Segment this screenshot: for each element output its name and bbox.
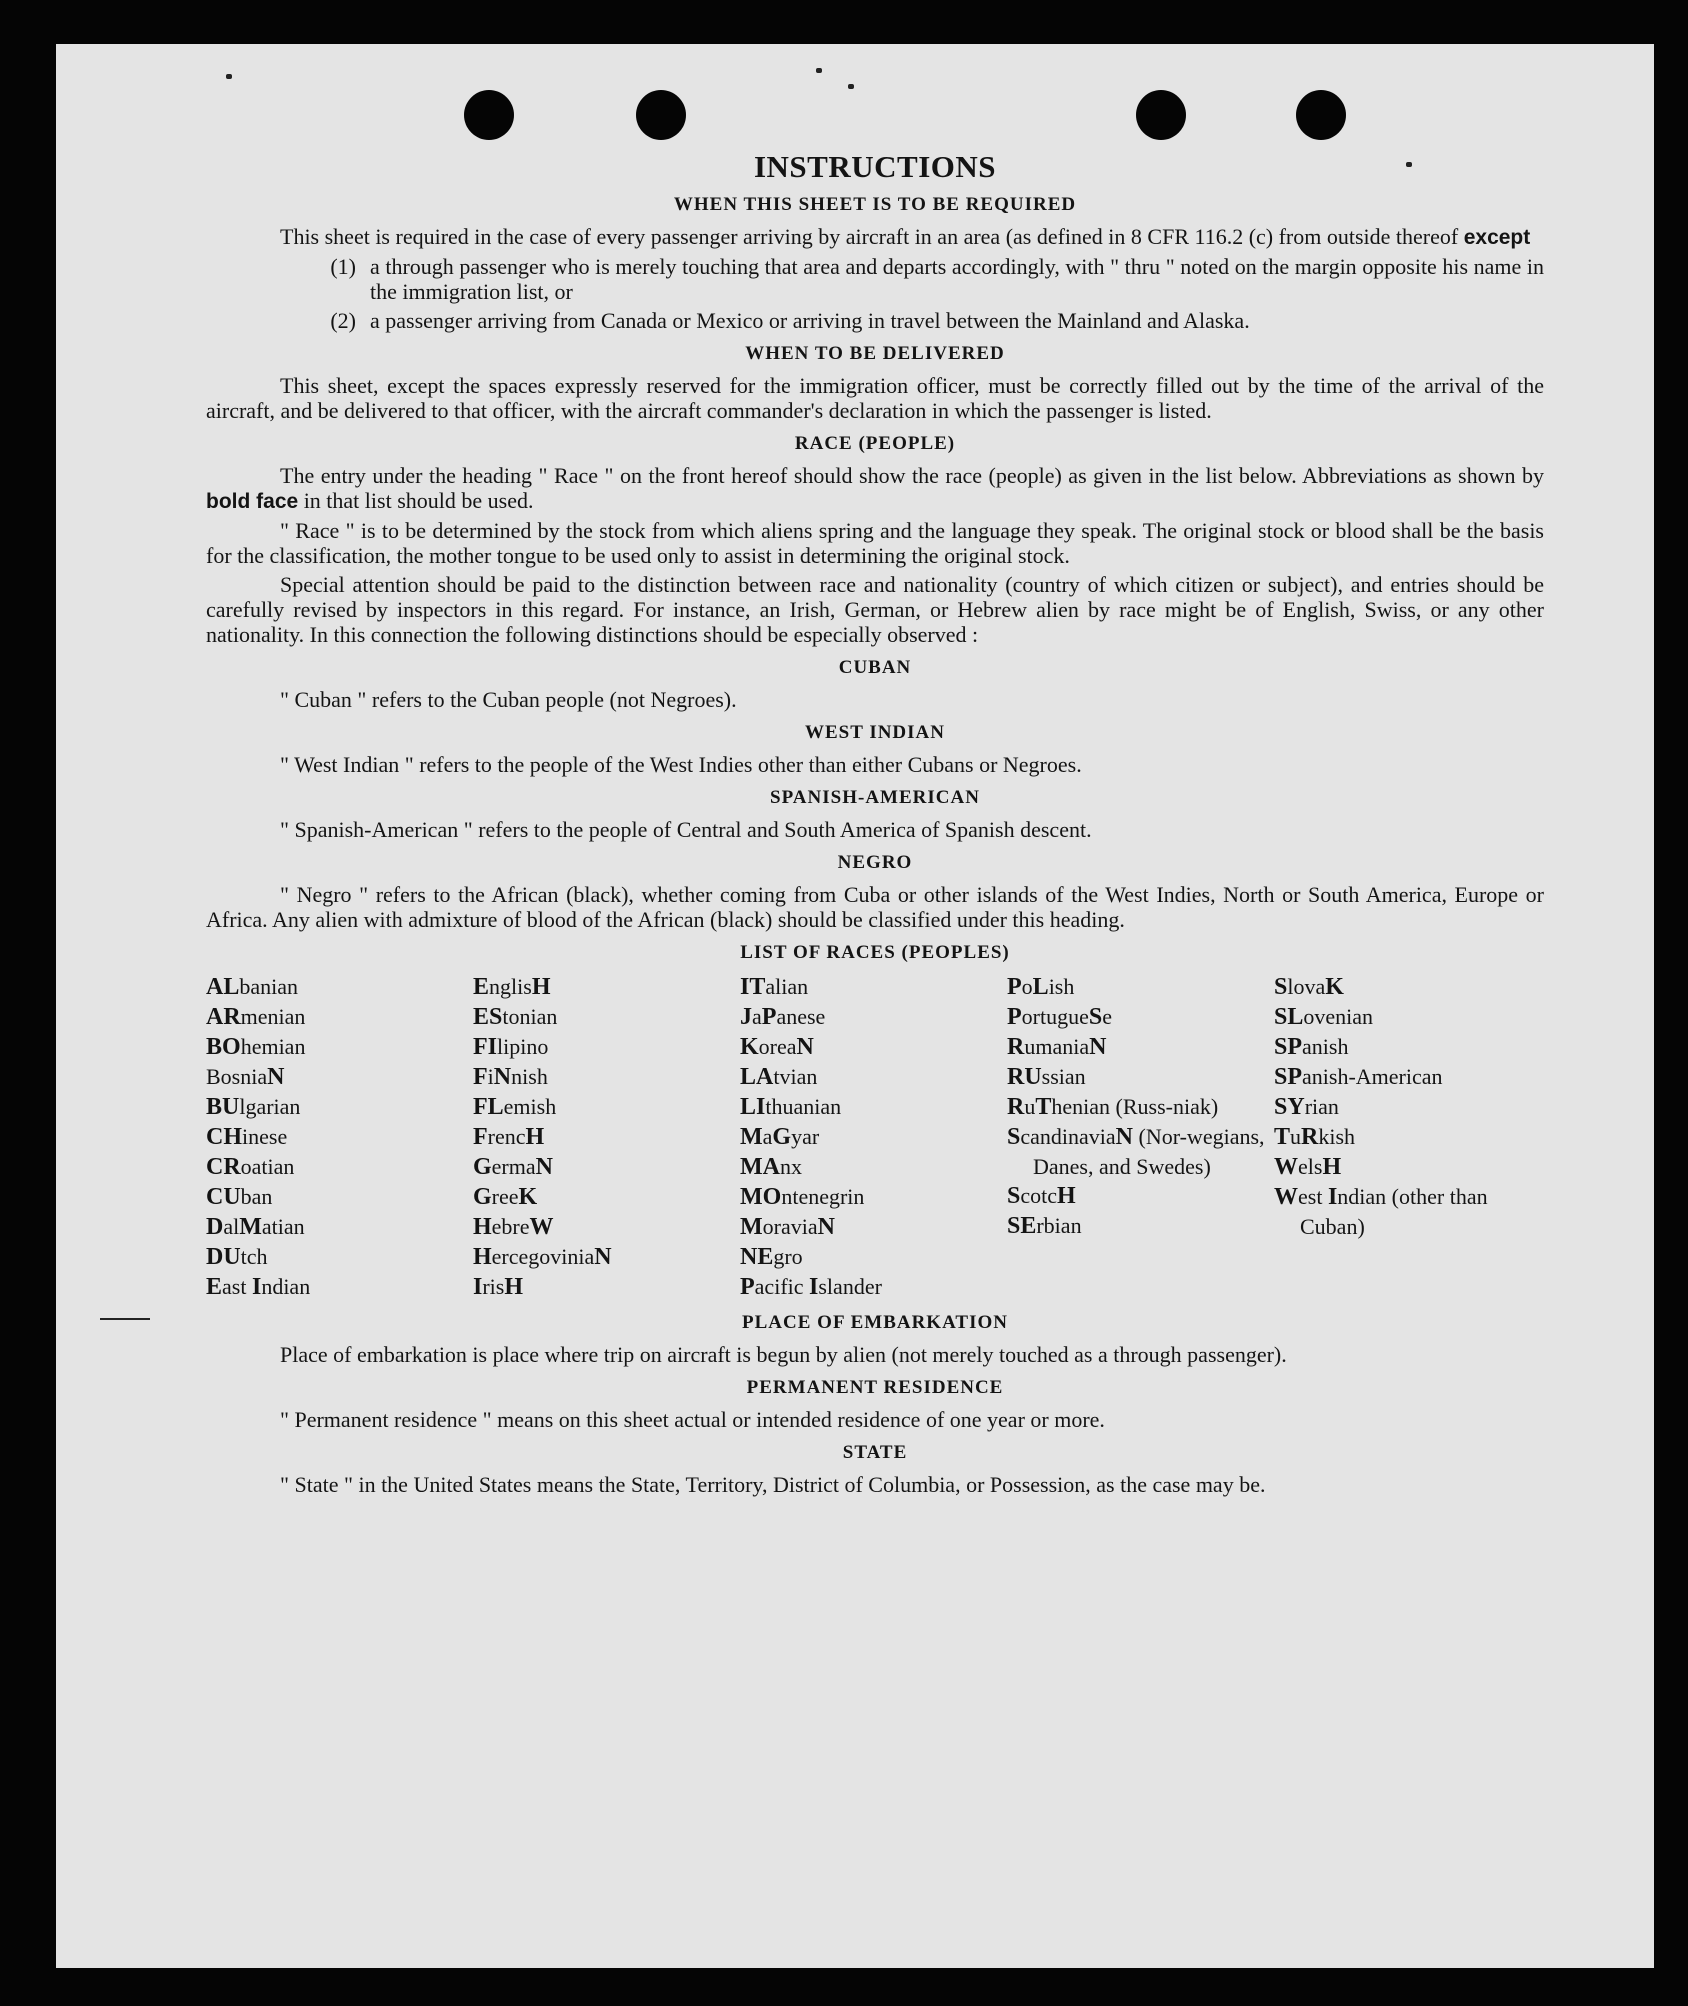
race-entry: EnglisH	[473, 974, 551, 1000]
punch-hole	[464, 90, 514, 140]
race-entry: DalMatian	[206, 1214, 305, 1240]
races-list	[206, 972, 1544, 1302]
race-entry: RUssian	[1007, 1064, 1086, 1090]
paragraph: " Spanish-American " refers to the people of Central and South America of Spanish descent.	[280, 817, 1092, 842]
race-entry: TuRkish	[1274, 1124, 1356, 1150]
margin-dash	[100, 1318, 150, 1320]
race-entry: FLemish	[473, 1094, 557, 1120]
section-heading: LIST OF RACES (PEOPLES)	[740, 942, 1010, 963]
section-heading: NEGRO	[837, 852, 913, 873]
race-entry: LAtvian	[740, 1064, 818, 1090]
race-entry: HercegoviniaN	[473, 1244, 612, 1270]
paragraph: " Permanent residence " means on this sheet actual or intended residence of one year or more.	[280, 1407, 1105, 1432]
race-entry: SlovaK	[1274, 974, 1344, 1000]
race-entry: MaGyar	[740, 1124, 820, 1150]
race-entry: ScandinaviaN (Nor-wegians, Danes, and Swedes)	[1007, 1124, 1265, 1179]
race-entry: SPanish-American	[1274, 1064, 1443, 1090]
section-heading: PERMANENT RESIDENCE	[746, 1377, 1004, 1398]
race-entry: SYrian	[1274, 1094, 1339, 1120]
race-entry: GreeK	[473, 1184, 538, 1210]
race-entry: SErbian	[1007, 1213, 1082, 1239]
race-entry: ScotcH	[1007, 1183, 1076, 1209]
race-entry: MoraviaN	[740, 1214, 835, 1240]
paragraph: The entry under the heading " Race " on the front hereof should show the race (people) as given in the list below. Abbreviations as shown by bold face in that list should be used.	[206, 463, 1544, 513]
race-entry: PoLish	[1007, 974, 1075, 1000]
race-entry: FIlipino	[473, 1034, 549, 1060]
paragraph: " West Indian " refers to the people of the West Indies other than either Cubans or Negroes.	[280, 752, 1082, 777]
section-heading: PLACE OF EMBARKATION	[742, 1312, 1008, 1333]
race-entry: ARmenian	[206, 1004, 306, 1030]
punch-hole	[1296, 90, 1346, 140]
paragraph: Special attention should be paid to the distinction between race and nationality (country of which citizen or subject), and entries should be carefully revised by inspectors in this regard. For instance, an Irish, German, or Hebrew alien by race might be of English, Swiss, or any other nationality. In this connection the following distinctions should be especially observed :	[206, 572, 1544, 647]
race-entry: ALbanian	[206, 974, 298, 1000]
section-heading: CUBAN	[838, 657, 912, 678]
speck	[226, 74, 232, 79]
race-entry: JaPanese	[740, 1004, 826, 1030]
paragraph: This sheet, except the spaces expressly reserved for the immigration officer, must be correctly filled out by the time of the arrival of the aircraft, and be delivered to that officer, with the aircraft commander's declaration in which the passenger is listed.	[206, 373, 1544, 423]
paragraph: " Race " is to be determined by the stock from which aliens spring and the language they speak. The original stock or blood shall be the basis for the classification, the mother tongue to be used only to assist in determining the original stock.	[206, 518, 1544, 568]
race-column	[740, 972, 1007, 1302]
section-heading: WHEN THIS SHEET IS TO BE REQUIRED	[673, 194, 1077, 215]
race-entry: MAnx	[740, 1154, 802, 1180]
race-entry: HebreW	[473, 1214, 554, 1240]
race-entry: Pacific Islander	[740, 1274, 882, 1300]
race-entry: GermaN	[473, 1154, 553, 1180]
race-entry: IrisH	[473, 1274, 524, 1300]
race-entry: RuThenian (Russ-niak)	[1007, 1094, 1219, 1120]
race-entry: PortugueSe	[1007, 1004, 1112, 1030]
paragraph: " Negro " refers to the African (black), whether coming from Cuba or other islands of the West Indies, North or South America, Europe or Africa. Any alien with admixture of blood of the African (black) should be classified under this heading.	[206, 882, 1544, 932]
race-entry: NEgro	[740, 1244, 803, 1270]
instructions-content	[206, 150, 1544, 1501]
race-entry: FiNnish	[473, 1064, 548, 1090]
section-heading: STATE	[842, 1442, 908, 1463]
race-entry: LIthuanian	[740, 1094, 842, 1120]
race-entry: CUban	[206, 1184, 273, 1210]
race-entry: CHinese	[206, 1124, 288, 1150]
race-entry: KoreaN	[740, 1034, 814, 1060]
race-entry: BOhemian	[206, 1034, 306, 1060]
race-column	[473, 972, 740, 1302]
race-entry: WelsH	[1274, 1154, 1342, 1180]
speck	[848, 84, 854, 89]
paragraph: Place of embarkation is place where trip on aircraft is begun by alien (not merely touched as a through passenger).	[280, 1342, 1287, 1367]
race-column	[1007, 972, 1274, 1302]
section-heading: WEST INDIAN	[805, 722, 945, 743]
paragraph: This sheet is required in the case of every passenger arriving by aircraft in an area (as defined in 8 CFR 116.2 (c) from outside thereof except	[280, 224, 1531, 249]
race-entry: BosniaN	[206, 1064, 285, 1090]
speck	[816, 68, 822, 73]
list-item: (1) a through passenger who is merely touching that area and departs accordingly, with " thru " noted on the margin opposite his name in the immigration list, or	[330, 254, 1544, 304]
section-heading: SPANISH-AMERICAN	[770, 787, 980, 808]
paragraph: " State " in the United States means the State, Territory, District of Columbia, or Possession, as the case may be.	[280, 1472, 1266, 1497]
punch-hole	[636, 90, 686, 140]
race-entry: East Indian	[206, 1274, 311, 1300]
race-entry: SLovenian	[1274, 1004, 1374, 1030]
race-entry: SPanish	[1274, 1034, 1349, 1060]
page-title: INSTRUCTIONS	[753, 149, 996, 184]
race-entry: RumaniaN	[1007, 1034, 1107, 1060]
race-entry: FrencH	[473, 1124, 545, 1150]
race-entry: CRoatian	[206, 1154, 295, 1180]
list-item: (2) a passenger arriving from Canada or Mexico or arriving in travel between the Mainland and Alaska.	[330, 308, 1250, 333]
race-column	[206, 972, 473, 1302]
race-column	[1274, 972, 1544, 1302]
race-entry: EStonian	[473, 1004, 558, 1030]
punch-hole	[1136, 90, 1186, 140]
race-entry: West Indian (other than Cuban)	[1274, 1184, 1488, 1239]
section-heading: WHEN TO BE DELIVERED	[745, 343, 1005, 364]
race-entry: BUlgarian	[206, 1094, 301, 1120]
paragraph: " Cuban " refers to the Cuban people (not Negroes).	[280, 687, 737, 712]
race-entry: DUtch	[206, 1244, 268, 1270]
section-heading: RACE (PEOPLE)	[794, 433, 956, 454]
race-entry: MOntenegrin	[740, 1184, 865, 1210]
document-sheet	[56, 44, 1654, 1968]
race-entry: ITalian	[740, 974, 809, 1000]
